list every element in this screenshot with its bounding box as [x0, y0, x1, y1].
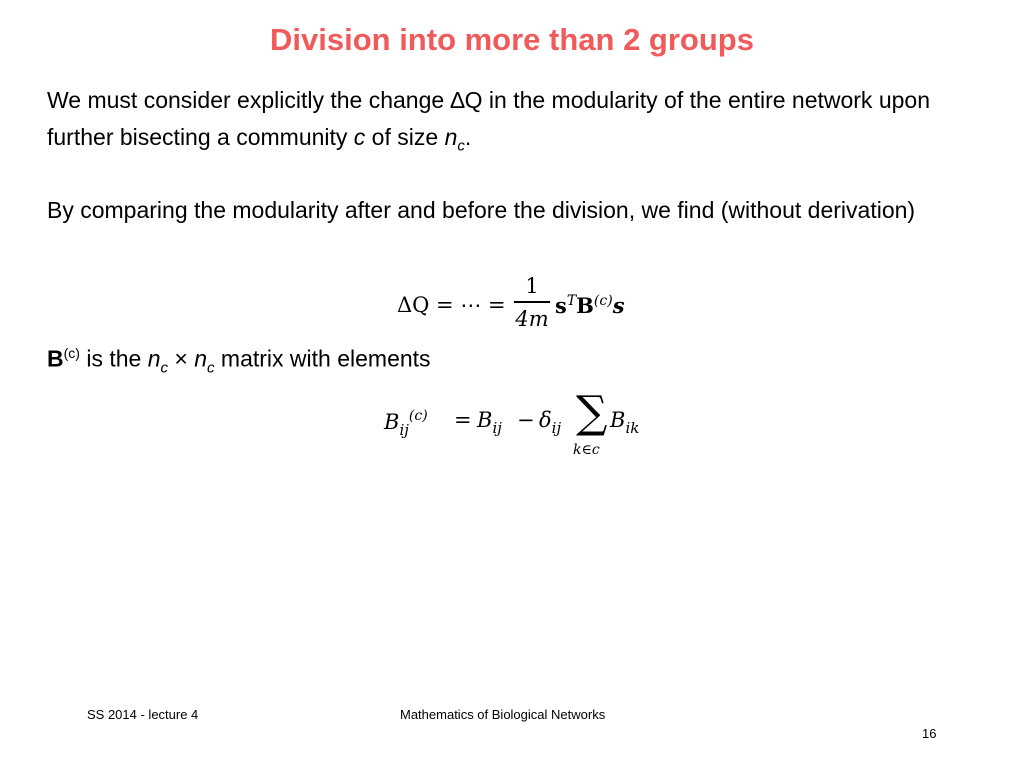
p3-text-b: matrix with elements	[214, 345, 431, 372]
footer-page-number: 16	[922, 726, 937, 741]
eq2-minus: −	[517, 408, 535, 432]
eq2-sum-index: k∈c	[573, 442, 600, 458]
eq1-transpose: T	[566, 293, 577, 309]
p3-n1: n	[147, 345, 161, 372]
paragraph-comparison: By comparing the modularity after and before the division, we find (without derivation)	[47, 197, 916, 223]
slide-title: Division into more than 2 groups	[270, 22, 754, 57]
eq2-equals: =	[454, 408, 472, 432]
eq2-c-sup: (c)	[408, 408, 428, 424]
p1-text-c: of size	[365, 124, 445, 150]
eq1-s-vector-2: s	[612, 293, 625, 318]
eq1-c-sup: (c)	[593, 293, 613, 309]
eq1-s-vector: s	[555, 293, 567, 318]
paragraph-matrix-definition	[47, 335, 987, 386]
eq1-numerator: 1	[525, 274, 539, 298]
community-size-n: n	[444, 124, 458, 150]
eq2-b3: B	[610, 408, 626, 432]
footer-lecture: SS 2014 - lecture 4	[87, 707, 199, 722]
eq2-ik: ik	[625, 419, 640, 437]
eq2-delta-symbol: δ	[539, 408, 552, 432]
community-c: c	[353, 124, 366, 150]
p3-times: ×	[168, 345, 195, 372]
eq1-rhs	[555, 293, 625, 318]
eq2-bij	[477, 408, 502, 437]
eq2-ij1: ij	[399, 421, 409, 439]
delta-symbol: ∆	[450, 87, 465, 113]
p3-sub2: c	[207, 359, 215, 377]
p3-text-a: is the	[79, 345, 148, 372]
eq1-fraction	[514, 272, 550, 332]
eq1-fraction-bar	[514, 301, 550, 303]
p1-text-a: We must consider explicitly the change	[47, 87, 451, 113]
eq2-b2: B	[477, 408, 493, 432]
eq2-ij2: ij	[492, 419, 502, 437]
eq2-sum-sign: ∑	[576, 387, 608, 438]
eq1-denominator: 4m	[515, 306, 549, 331]
eq2-delta	[539, 408, 561, 437]
eq2-b1: B	[384, 410, 400, 434]
p3-sub1: c	[160, 359, 169, 377]
eq1-b-matrix: B	[576, 293, 594, 318]
p3-c-sup: (c)	[63, 345, 80, 361]
eq2-bik	[610, 408, 639, 437]
eq1-lhs: ΔQ = ⋯ =	[397, 293, 506, 317]
p3-b-matrix: B	[47, 345, 64, 372]
p1-text-b: Q in the modularity of the entire network upon further bisecting a community	[47, 87, 930, 150]
p1-period: .	[464, 124, 472, 150]
paragraph-modularity-change	[47, 82, 987, 165]
eq2-lhs	[384, 408, 428, 439]
p3-n2: n	[194, 345, 208, 372]
footer-course-title: Mathematics of Biological Networks	[400, 707, 606, 722]
eq2-ij3: ij	[551, 419, 562, 437]
community-size-sub: c	[457, 137, 465, 155]
